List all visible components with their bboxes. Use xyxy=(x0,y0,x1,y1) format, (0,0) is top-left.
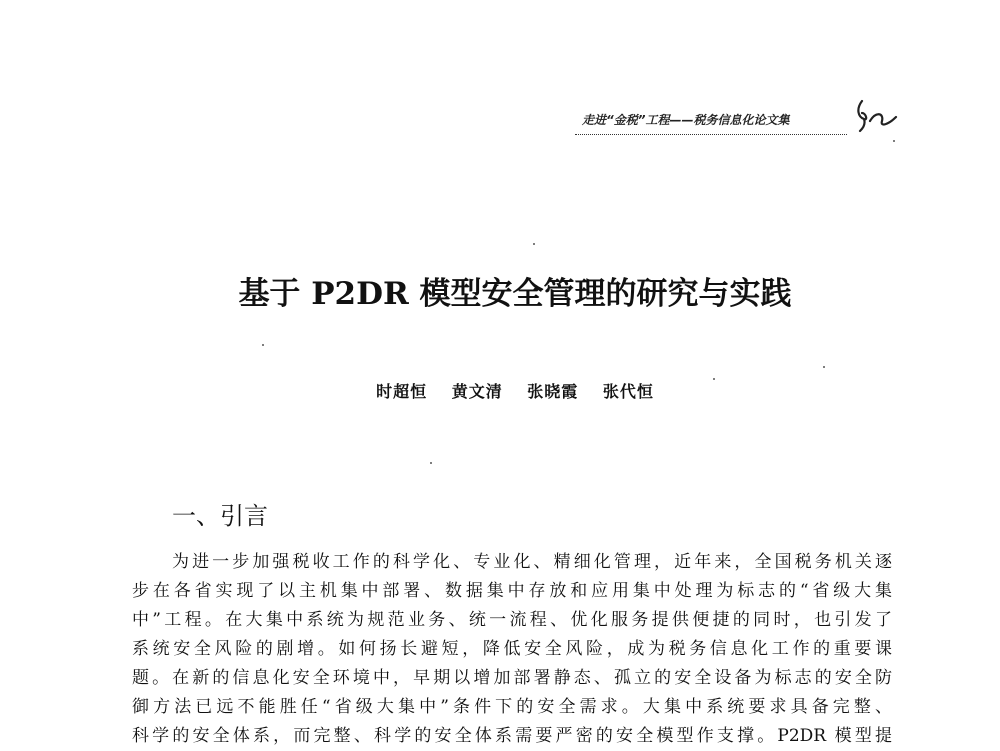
paragraph-line: 步在各省实现了以主机集中部署、数据集中存放和应用集中处理为标志的“省级大集 xyxy=(132,581,892,601)
header-divider xyxy=(575,134,847,135)
scan-speck xyxy=(430,462,432,464)
author-name: 黄文清 xyxy=(451,382,503,401)
author-name: 时超恒 xyxy=(376,382,428,401)
body-paragraph xyxy=(132,548,892,751)
scan-speck xyxy=(893,140,895,142)
paragraph-line: 中”工程。在大集中系统为规范业务、统一流程、优化服务提供便捷的同时，也引发了 xyxy=(132,610,892,630)
scan-speck xyxy=(823,366,825,368)
author-name: 张代恒 xyxy=(602,382,654,401)
author-list xyxy=(0,379,1000,402)
paragraph-line: 科学的安全体系，而完整、科学的安全体系需要严密的安全模型作支撑。P2DR 模型提 xyxy=(132,726,892,746)
paragraph-line: 御方法已远不能胜任“省级大集中”条件下的安全需求。大集中系统要求具备完整、 xyxy=(132,697,892,717)
paragraph-line: 题。在新的信息化安全环境中，早期以增加部署静态、孤立的安全设备为标志的安全防 xyxy=(132,668,892,688)
scan-speck xyxy=(713,378,715,380)
running-header: 走进“金税”工程——税务信息化论文集 xyxy=(582,113,790,127)
journal-logo-icon xyxy=(852,95,898,135)
paragraph-line: 系统安全风险的剧增。如何扬长避短，降低安全风险，成为税务信息化工作的重要课 xyxy=(132,639,892,659)
author-name: 张晓霞 xyxy=(527,382,579,401)
paragraph-line: 为进一步加强税收工作的科学化、专业化、精细化管理，近年来，全国税务机关逐 xyxy=(172,552,892,572)
scan-speck xyxy=(262,344,264,346)
scan-speck xyxy=(533,243,535,245)
section-heading: 一、引言 xyxy=(172,502,268,530)
paper-title: 基于 P2DR 模型安全管理的研究与实践 xyxy=(238,276,792,312)
